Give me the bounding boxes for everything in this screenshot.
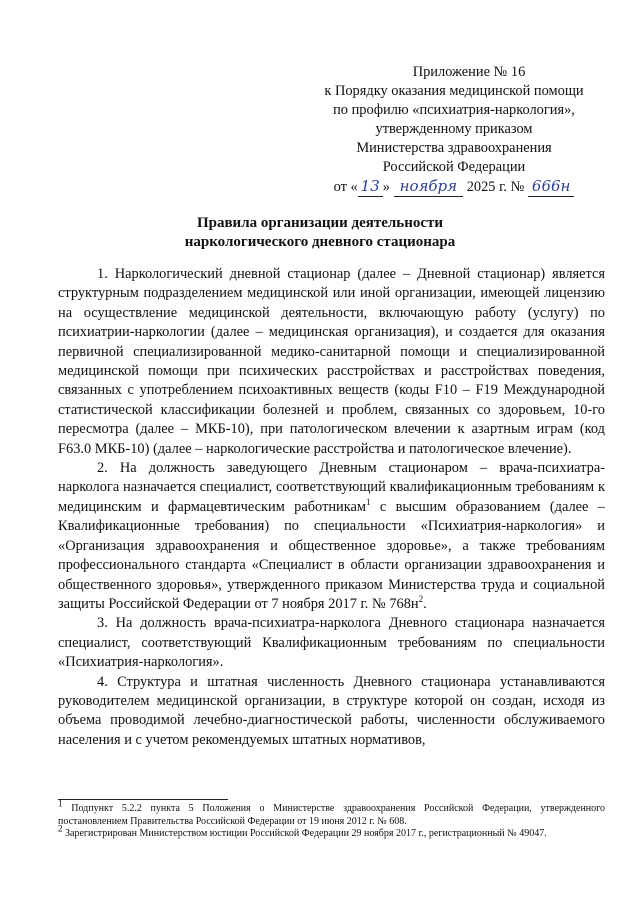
footnotes	[58, 798, 606, 841]
appendix-line: Российской Федерации	[382, 159, 526, 175]
date-prefix: от «	[333, 179, 358, 195]
document-title	[0, 214, 640, 252]
footnote-ref-1[interactable]: 1	[366, 497, 371, 508]
footnote-mark: 1	[58, 798, 63, 809]
appendix-line: по профилю «психиатрия-наркология»,	[333, 102, 575, 118]
date-mid: »	[382, 179, 390, 195]
handwritten-order-number: 666н	[528, 177, 575, 197]
footnote-mark: 2	[58, 823, 63, 834]
paragraph-3: 3. На должность врача-психиатра-нарколога Дневного стационара назначается специалист, соответствующий Квалификационным требованиям по специальности «Психиатрия-наркология».	[58, 615, 605, 671]
appendix-line: к Порядку оказания медицинской помощи	[324, 83, 584, 99]
appendix-line: Министерства здравоохранения	[356, 140, 552, 156]
footnote-1	[58, 798, 606, 828]
title-line: наркологического дневного стационара	[184, 234, 456, 250]
footnote-text: Подпункт 5.2.2 пункта 5 Положения о Министерстве здравоохранения Российской Федерации, утвержденного постановлением Правительства Российской Федерации от 19 июня 2012 г. № 608.	[58, 803, 606, 827]
appendix-header	[304, 63, 604, 197]
appendix-line: утвержденному приказом	[375, 121, 533, 137]
footnote-text: Зарегистрирован Министерством юстиции Российской Федерации 29 ноября 2017 г., регистрационный № 49047.	[65, 828, 547, 839]
date-year: 2025 г. №	[466, 179, 525, 195]
footnote-ref-2[interactable]: 2	[418, 594, 424, 605]
footnote-divider	[58, 799, 228, 800]
title-line: Правила организации деятельности	[196, 215, 444, 231]
document-body	[58, 265, 605, 750]
handwritten-day: 13	[358, 177, 383, 197]
paragraph-2-end: .	[423, 595, 427, 612]
footnote-2	[58, 823, 605, 841]
paragraph-4: 4. Структура и штатная численность Дневного стационара устанавливаются руководителем медицинской организации, в структуре которой он создан, исходя из объема проводимой лечебно-диагностической работы, численности обслуживаемого населения и с учетом рекомендуемых штатных нормативов,	[58, 673, 605, 748]
order-date-line	[304, 177, 604, 197]
appendix-title: Приложение № 16	[412, 64, 526, 80]
handwritten-month: ноября	[394, 177, 464, 197]
paragraph-2-part-a: 2. На должность заведующего Дневным стационаром – врача-психиатра-нарколога назначается специалист, соответствующий квалификационным требованиям к медицинским и фармацевтическим работникам	[58, 460, 605, 515]
paragraph-2	[58, 459, 605, 614]
paragraph-1: 1. Наркологический дневной стационар (далее – Дневной стационар) является структурным подразделением медицинской или иной организации, имеющей лицензию на осуществление медицинской деятельности, включающую работу (услугу) по психиатрии-наркологии (далее – медицинская организация), и создается для оказания первичной специализированной медико-санитарной помощи и специализированной медицинской помощи при психических расстройствах и расстройствах поведения, связанных с употреблением психоактивных веществ (коды F10 – F19 Международной статистической классификации болезней и проблем, связанных со здоровьем, 10-го пересмотра (далее – МКБ-10), при патологическом влечении к азартным играм (код F63.0 МКБ-10) (далее – наркологические расстройства и патологическое влечение).	[58, 266, 605, 457]
paragraph-2-part-b: с высшим образованием (далее – Квалификационные требования) по специальности «Психиатрия-наркология» и «Организация здравоохранения и общественное здоровье», а также требованиям профессионального стандарта «Специалист в области организации здравоохранения и общественного здоровья», утвержденного приказом Министерства труда и социальной защиты Российской Федерации от 7 ноября 2017 г. № 768н	[58, 498, 605, 612]
